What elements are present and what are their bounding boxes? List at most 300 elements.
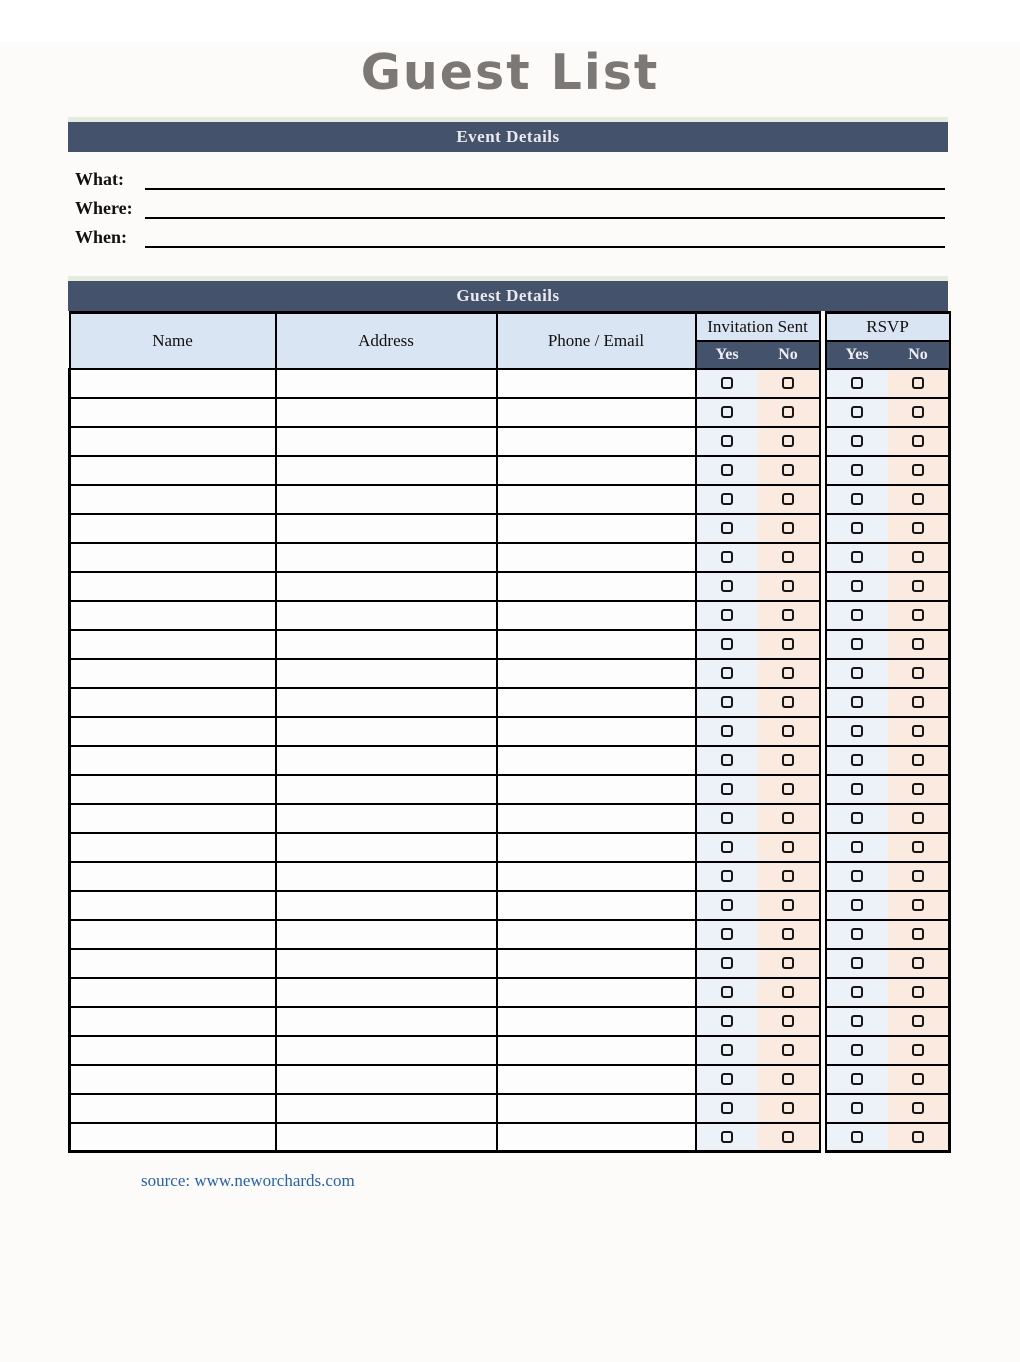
guest-cell-address[interactable]: [276, 1123, 497, 1152]
invitation-no-checkbox-icon[interactable]: [782, 841, 794, 853]
invitation-yes-cell[interactable]: [696, 891, 758, 920]
guest-cell-name[interactable]: [70, 949, 276, 978]
guest-cell-name[interactable]: [70, 485, 276, 514]
rsvp-no-cell[interactable]: [888, 543, 950, 572]
invitation-no-checkbox-icon[interactable]: [782, 696, 794, 708]
invitation-yes-cell[interactable]: [696, 833, 758, 862]
invitation-yes-checkbox-icon[interactable]: [721, 841, 733, 853]
invitation-no-checkbox-icon[interactable]: [782, 1015, 794, 1027]
guest-cell-name[interactable]: [70, 1036, 276, 1065]
invitation-no-cell[interactable]: [758, 427, 820, 456]
invitation-yes-cell[interactable]: [696, 688, 758, 717]
invitation-yes-checkbox-icon[interactable]: [721, 406, 733, 418]
rsvp-yes-checkbox-icon[interactable]: [851, 435, 863, 447]
rsvp-yes-checkbox-icon[interactable]: [851, 609, 863, 621]
rsvp-no-checkbox-icon[interactable]: [912, 638, 924, 650]
guest-cell-phone-email[interactable]: [497, 572, 696, 601]
invitation-no-checkbox-icon[interactable]: [782, 551, 794, 563]
rsvp-no-cell[interactable]: [888, 949, 950, 978]
invitation-no-cell[interactable]: [758, 456, 820, 485]
invitation-no-cell[interactable]: [758, 746, 820, 775]
guest-cell-phone-email[interactable]: [497, 920, 696, 949]
rsvp-no-cell[interactable]: [888, 862, 950, 891]
rsvp-yes-cell[interactable]: [826, 543, 888, 572]
invitation-yes-checkbox-icon[interactable]: [721, 638, 733, 650]
guest-cell-address[interactable]: [276, 1094, 497, 1123]
rsvp-no-checkbox-icon[interactable]: [912, 1015, 924, 1027]
guest-cell-address[interactable]: [276, 456, 497, 485]
invitation-no-checkbox-icon[interactable]: [782, 899, 794, 911]
rsvp-yes-cell[interactable]: [826, 746, 888, 775]
invitation-yes-checkbox-icon[interactable]: [721, 464, 733, 476]
rsvp-no-cell[interactable]: [888, 1094, 950, 1123]
rsvp-no-checkbox-icon[interactable]: [912, 754, 924, 766]
invitation-yes-cell[interactable]: [696, 804, 758, 833]
rsvp-no-checkbox-icon[interactable]: [912, 725, 924, 737]
rsvp-no-cell[interactable]: [888, 833, 950, 862]
guest-cell-name[interactable]: [70, 688, 276, 717]
invitation-no-cell[interactable]: [758, 688, 820, 717]
guest-cell-phone-email[interactable]: [497, 1007, 696, 1036]
rsvp-no-checkbox-icon[interactable]: [912, 812, 924, 824]
rsvp-yes-cell[interactable]: [826, 659, 888, 688]
guest-cell-name[interactable]: [70, 456, 276, 485]
invitation-yes-checkbox-icon[interactable]: [721, 609, 733, 621]
invitation-no-cell[interactable]: [758, 1123, 820, 1152]
guest-cell-address[interactable]: [276, 1007, 497, 1036]
rsvp-no-checkbox-icon[interactable]: [912, 957, 924, 969]
guest-cell-name[interactable]: [70, 746, 276, 775]
invitation-yes-cell[interactable]: [696, 949, 758, 978]
invitation-yes-cell[interactable]: [696, 543, 758, 572]
rsvp-yes-cell[interactable]: [826, 485, 888, 514]
invitation-yes-checkbox-icon[interactable]: [721, 551, 733, 563]
invitation-no-checkbox-icon[interactable]: [782, 725, 794, 737]
rsvp-yes-cell[interactable]: [826, 920, 888, 949]
rsvp-yes-checkbox-icon[interactable]: [851, 812, 863, 824]
rsvp-no-checkbox-icon[interactable]: [912, 493, 924, 505]
rsvp-no-checkbox-icon[interactable]: [912, 377, 924, 389]
invitation-no-cell[interactable]: [758, 543, 820, 572]
guest-cell-phone-email[interactable]: [497, 978, 696, 1007]
invitation-no-checkbox-icon[interactable]: [782, 522, 794, 534]
rsvp-yes-checkbox-icon[interactable]: [851, 754, 863, 766]
rsvp-yes-checkbox-icon[interactable]: [851, 377, 863, 389]
invitation-yes-cell[interactable]: [696, 572, 758, 601]
rsvp-no-cell[interactable]: [888, 659, 950, 688]
what-input-line[interactable]: [145, 188, 945, 190]
invitation-yes-checkbox-icon[interactable]: [721, 493, 733, 505]
guest-cell-phone-email[interactable]: [497, 775, 696, 804]
guest-cell-name[interactable]: [70, 398, 276, 427]
invitation-no-cell[interactable]: [758, 514, 820, 543]
guest-cell-phone-email[interactable]: [497, 485, 696, 514]
invitation-no-cell[interactable]: [758, 862, 820, 891]
rsvp-yes-checkbox-icon[interactable]: [851, 783, 863, 795]
invitation-yes-cell[interactable]: [696, 1094, 758, 1123]
guest-cell-name[interactable]: [70, 630, 276, 659]
rsvp-yes-cell[interactable]: [826, 1036, 888, 1065]
invitation-no-cell[interactable]: [758, 891, 820, 920]
rsvp-yes-cell[interactable]: [826, 804, 888, 833]
rsvp-yes-cell[interactable]: [826, 891, 888, 920]
guest-cell-phone-email[interactable]: [497, 804, 696, 833]
rsvp-no-cell[interactable]: [888, 891, 950, 920]
invitation-yes-cell[interactable]: [696, 862, 758, 891]
guest-cell-phone-email[interactable]: [497, 543, 696, 572]
guest-cell-phone-email[interactable]: [497, 862, 696, 891]
guest-cell-address[interactable]: [276, 543, 497, 572]
rsvp-yes-checkbox-icon[interactable]: [851, 551, 863, 563]
rsvp-yes-checkbox-icon[interactable]: [851, 986, 863, 998]
invitation-yes-checkbox-icon[interactable]: [721, 783, 733, 795]
invitation-yes-cell[interactable]: [696, 920, 758, 949]
invitation-no-checkbox-icon[interactable]: [782, 406, 794, 418]
invitation-no-checkbox-icon[interactable]: [782, 638, 794, 650]
rsvp-yes-cell[interactable]: [826, 398, 888, 427]
rsvp-yes-checkbox-icon[interactable]: [851, 580, 863, 592]
invitation-yes-cell[interactable]: [696, 775, 758, 804]
guest-cell-address[interactable]: [276, 369, 497, 398]
rsvp-no-checkbox-icon[interactable]: [912, 899, 924, 911]
rsvp-no-cell[interactable]: [888, 427, 950, 456]
invitation-yes-checkbox-icon[interactable]: [721, 725, 733, 737]
guest-cell-name[interactable]: [70, 427, 276, 456]
invitation-yes-cell[interactable]: [696, 601, 758, 630]
guest-cell-phone-email[interactable]: [497, 891, 696, 920]
invitation-no-cell[interactable]: [758, 1007, 820, 1036]
guest-cell-phone-email[interactable]: [497, 369, 696, 398]
guest-cell-address[interactable]: [276, 485, 497, 514]
invitation-yes-checkbox-icon[interactable]: [721, 1044, 733, 1056]
guest-cell-address[interactable]: [276, 717, 497, 746]
invitation-no-checkbox-icon[interactable]: [782, 667, 794, 679]
invitation-yes-checkbox-icon[interactable]: [721, 696, 733, 708]
guest-cell-name[interactable]: [70, 1094, 276, 1123]
rsvp-no-checkbox-icon[interactable]: [912, 841, 924, 853]
guest-cell-address[interactable]: [276, 688, 497, 717]
invitation-no-cell[interactable]: [758, 1094, 820, 1123]
invitation-no-cell[interactable]: [758, 978, 820, 1007]
invitation-yes-checkbox-icon[interactable]: [721, 899, 733, 911]
rsvp-no-checkbox-icon[interactable]: [912, 580, 924, 592]
guest-cell-address[interactable]: [276, 514, 497, 543]
invitation-no-checkbox-icon[interactable]: [782, 1073, 794, 1085]
rsvp-no-cell[interactable]: [888, 1007, 950, 1036]
rsvp-yes-checkbox-icon[interactable]: [851, 725, 863, 737]
guest-cell-phone-email[interactable]: [497, 601, 696, 630]
rsvp-yes-checkbox-icon[interactable]: [851, 1073, 863, 1085]
rsvp-yes-cell[interactable]: [826, 1094, 888, 1123]
rsvp-yes-cell[interactable]: [826, 949, 888, 978]
rsvp-no-cell[interactable]: [888, 1036, 950, 1065]
guest-cell-phone-email[interactable]: [497, 688, 696, 717]
rsvp-yes-checkbox-icon[interactable]: [851, 1131, 863, 1143]
rsvp-yes-checkbox-icon[interactable]: [851, 957, 863, 969]
invitation-no-checkbox-icon[interactable]: [782, 783, 794, 795]
rsvp-yes-cell[interactable]: [826, 572, 888, 601]
invitation-yes-cell[interactable]: [696, 456, 758, 485]
rsvp-yes-checkbox-icon[interactable]: [851, 638, 863, 650]
invitation-no-checkbox-icon[interactable]: [782, 377, 794, 389]
rsvp-yes-cell[interactable]: [826, 369, 888, 398]
invitation-yes-cell[interactable]: [696, 485, 758, 514]
rsvp-no-cell[interactable]: [888, 920, 950, 949]
invitation-no-checkbox-icon[interactable]: [782, 1044, 794, 1056]
invitation-yes-cell[interactable]: [696, 1065, 758, 1094]
guest-cell-phone-email[interactable]: [497, 427, 696, 456]
invitation-yes-checkbox-icon[interactable]: [721, 812, 733, 824]
invitation-no-cell[interactable]: [758, 920, 820, 949]
invitation-no-checkbox-icon[interactable]: [782, 754, 794, 766]
rsvp-yes-cell[interactable]: [826, 630, 888, 659]
source-link[interactable]: source: www.neworchards.com: [141, 1171, 355, 1190]
invitation-yes-cell[interactable]: [696, 1007, 758, 1036]
rsvp-yes-cell[interactable]: [826, 978, 888, 1007]
invitation-yes-checkbox-icon[interactable]: [721, 580, 733, 592]
rsvp-no-checkbox-icon[interactable]: [912, 783, 924, 795]
rsvp-yes-cell[interactable]: [826, 775, 888, 804]
guest-cell-address[interactable]: [276, 659, 497, 688]
invitation-no-checkbox-icon[interactable]: [782, 580, 794, 592]
guest-cell-address[interactable]: [276, 949, 497, 978]
rsvp-no-checkbox-icon[interactable]: [912, 1102, 924, 1114]
invitation-yes-cell[interactable]: [696, 659, 758, 688]
when-input-line[interactable]: [145, 246, 945, 248]
guest-cell-address[interactable]: [276, 891, 497, 920]
rsvp-yes-cell[interactable]: [826, 1123, 888, 1152]
invitation-yes-cell[interactable]: [696, 1123, 758, 1152]
guest-cell-name[interactable]: [70, 1007, 276, 1036]
invitation-yes-checkbox-icon[interactable]: [721, 1102, 733, 1114]
rsvp-no-checkbox-icon[interactable]: [912, 464, 924, 476]
rsvp-no-cell[interactable]: [888, 572, 950, 601]
guest-cell-name[interactable]: [70, 369, 276, 398]
invitation-no-checkbox-icon[interactable]: [782, 1131, 794, 1143]
rsvp-no-cell[interactable]: [888, 369, 950, 398]
rsvp-yes-checkbox-icon[interactable]: [851, 1015, 863, 1027]
guest-cell-name[interactable]: [70, 833, 276, 862]
invitation-yes-cell[interactable]: [696, 369, 758, 398]
guest-cell-name[interactable]: [70, 514, 276, 543]
rsvp-yes-checkbox-icon[interactable]: [851, 667, 863, 679]
invitation-yes-checkbox-icon[interactable]: [721, 1131, 733, 1143]
rsvp-yes-checkbox-icon[interactable]: [851, 870, 863, 882]
guest-cell-name[interactable]: [70, 1123, 276, 1152]
rsvp-no-checkbox-icon[interactable]: [912, 551, 924, 563]
guest-cell-phone-email[interactable]: [497, 833, 696, 862]
rsvp-no-checkbox-icon[interactable]: [912, 522, 924, 534]
guest-cell-address[interactable]: [276, 398, 497, 427]
guest-cell-address[interactable]: [276, 833, 497, 862]
rsvp-no-cell[interactable]: [888, 717, 950, 746]
rsvp-no-cell[interactable]: [888, 1123, 950, 1152]
invitation-yes-cell[interactable]: [696, 427, 758, 456]
invitation-no-cell[interactable]: [758, 398, 820, 427]
guest-cell-phone-email[interactable]: [497, 659, 696, 688]
rsvp-yes-checkbox-icon[interactable]: [851, 522, 863, 534]
rsvp-no-cell[interactable]: [888, 485, 950, 514]
rsvp-yes-checkbox-icon[interactable]: [851, 696, 863, 708]
invitation-yes-cell[interactable]: [696, 746, 758, 775]
guest-cell-name[interactable]: [70, 659, 276, 688]
rsvp-yes-checkbox-icon[interactable]: [851, 493, 863, 505]
invitation-yes-cell[interactable]: [696, 1036, 758, 1065]
guest-cell-name[interactable]: [70, 601, 276, 630]
invitation-yes-checkbox-icon[interactable]: [721, 522, 733, 534]
invitation-yes-checkbox-icon[interactable]: [721, 928, 733, 940]
rsvp-yes-cell[interactable]: [826, 1065, 888, 1094]
guest-cell-name[interactable]: [70, 572, 276, 601]
rsvp-no-cell[interactable]: [888, 456, 950, 485]
invitation-yes-checkbox-icon[interactable]: [721, 377, 733, 389]
invitation-yes-cell[interactable]: [696, 398, 758, 427]
invitation-no-cell[interactable]: [758, 1036, 820, 1065]
guest-cell-name[interactable]: [70, 775, 276, 804]
invitation-no-cell[interactable]: [758, 572, 820, 601]
invitation-no-checkbox-icon[interactable]: [782, 928, 794, 940]
invitation-no-cell[interactable]: [758, 949, 820, 978]
guest-cell-name[interactable]: [70, 804, 276, 833]
invitation-no-cell[interactable]: [758, 804, 820, 833]
rsvp-no-checkbox-icon[interactable]: [912, 1044, 924, 1056]
rsvp-yes-checkbox-icon[interactable]: [851, 406, 863, 418]
rsvp-no-cell[interactable]: [888, 514, 950, 543]
rsvp-no-cell[interactable]: [888, 601, 950, 630]
guest-cell-phone-email[interactable]: [497, 456, 696, 485]
rsvp-no-checkbox-icon[interactable]: [912, 435, 924, 447]
guest-cell-name[interactable]: [70, 978, 276, 1007]
guest-cell-name[interactable]: [70, 717, 276, 746]
guest-cell-name[interactable]: [70, 1065, 276, 1094]
invitation-no-cell[interactable]: [758, 630, 820, 659]
rsvp-yes-cell[interactable]: [826, 688, 888, 717]
invitation-yes-cell[interactable]: [696, 717, 758, 746]
invitation-no-cell[interactable]: [758, 601, 820, 630]
guest-cell-address[interactable]: [276, 630, 497, 659]
invitation-no-checkbox-icon[interactable]: [782, 464, 794, 476]
guest-cell-phone-email[interactable]: [497, 949, 696, 978]
invitation-no-checkbox-icon[interactable]: [782, 870, 794, 882]
invitation-no-cell[interactable]: [758, 775, 820, 804]
rsvp-yes-cell[interactable]: [826, 601, 888, 630]
guest-cell-phone-email[interactable]: [497, 398, 696, 427]
rsvp-no-checkbox-icon[interactable]: [912, 1131, 924, 1143]
rsvp-yes-cell[interactable]: [826, 862, 888, 891]
rsvp-yes-cell[interactable]: [826, 717, 888, 746]
guest-cell-address[interactable]: [276, 601, 497, 630]
invitation-no-cell[interactable]: [758, 369, 820, 398]
invitation-no-checkbox-icon[interactable]: [782, 957, 794, 969]
guest-cell-address[interactable]: [276, 1036, 497, 1065]
guest-cell-name[interactable]: [70, 891, 276, 920]
rsvp-no-checkbox-icon[interactable]: [912, 696, 924, 708]
rsvp-no-cell[interactable]: [888, 804, 950, 833]
rsvp-yes-cell[interactable]: [826, 833, 888, 862]
rsvp-yes-cell[interactable]: [826, 456, 888, 485]
invitation-no-checkbox-icon[interactable]: [782, 609, 794, 621]
rsvp-no-cell[interactable]: [888, 688, 950, 717]
invitation-yes-checkbox-icon[interactable]: [721, 1015, 733, 1027]
guest-cell-address[interactable]: [276, 775, 497, 804]
guest-cell-address[interactable]: [276, 1065, 497, 1094]
guest-cell-phone-email[interactable]: [497, 630, 696, 659]
guest-cell-phone-email[interactable]: [497, 1065, 696, 1094]
invitation-yes-checkbox-icon[interactable]: [721, 435, 733, 447]
invitation-no-checkbox-icon[interactable]: [782, 812, 794, 824]
rsvp-no-cell[interactable]: [888, 1065, 950, 1094]
rsvp-yes-checkbox-icon[interactable]: [851, 841, 863, 853]
invitation-yes-checkbox-icon[interactable]: [721, 667, 733, 679]
invitation-yes-checkbox-icon[interactable]: [721, 957, 733, 969]
invitation-yes-checkbox-icon[interactable]: [721, 870, 733, 882]
guest-cell-address[interactable]: [276, 572, 497, 601]
invitation-no-cell[interactable]: [758, 833, 820, 862]
invitation-yes-cell[interactable]: [696, 514, 758, 543]
invitation-no-cell[interactable]: [758, 659, 820, 688]
guest-cell-address[interactable]: [276, 978, 497, 1007]
guest-cell-phone-email[interactable]: [497, 717, 696, 746]
rsvp-no-checkbox-icon[interactable]: [912, 1073, 924, 1085]
invitation-yes-checkbox-icon[interactable]: [721, 754, 733, 766]
rsvp-yes-checkbox-icon[interactable]: [851, 1044, 863, 1056]
guest-cell-address[interactable]: [276, 746, 497, 775]
rsvp-no-cell[interactable]: [888, 746, 950, 775]
rsvp-yes-cell[interactable]: [826, 514, 888, 543]
guest-cell-phone-email[interactable]: [497, 1036, 696, 1065]
guest-cell-address[interactable]: [276, 804, 497, 833]
invitation-no-checkbox-icon[interactable]: [782, 493, 794, 505]
guest-cell-phone-email[interactable]: [497, 1094, 696, 1123]
invitation-yes-checkbox-icon[interactable]: [721, 1073, 733, 1085]
rsvp-no-cell[interactable]: [888, 978, 950, 1007]
guest-cell-name[interactable]: [70, 543, 276, 572]
rsvp-yes-checkbox-icon[interactable]: [851, 928, 863, 940]
rsvp-no-cell[interactable]: [888, 630, 950, 659]
invitation-no-checkbox-icon[interactable]: [782, 1102, 794, 1114]
invitation-no-cell[interactable]: [758, 1065, 820, 1094]
rsvp-yes-cell[interactable]: [826, 427, 888, 456]
guest-cell-phone-email[interactable]: [497, 514, 696, 543]
rsvp-yes-checkbox-icon[interactable]: [851, 899, 863, 911]
rsvp-no-checkbox-icon[interactable]: [912, 406, 924, 418]
rsvp-no-cell[interactable]: [888, 398, 950, 427]
guest-cell-phone-email[interactable]: [497, 1123, 696, 1152]
guest-cell-name[interactable]: [70, 920, 276, 949]
rsvp-yes-cell[interactable]: [826, 1007, 888, 1036]
invitation-no-checkbox-icon[interactable]: [782, 435, 794, 447]
invitation-no-cell[interactable]: [758, 485, 820, 514]
rsvp-no-checkbox-icon[interactable]: [912, 928, 924, 940]
rsvp-no-checkbox-icon[interactable]: [912, 609, 924, 621]
rsvp-no-checkbox-icon[interactable]: [912, 667, 924, 679]
rsvp-no-cell[interactable]: [888, 775, 950, 804]
guest-cell-address[interactable]: [276, 427, 497, 456]
invitation-no-checkbox-icon[interactable]: [782, 986, 794, 998]
invitation-yes-checkbox-icon[interactable]: [721, 986, 733, 998]
invitation-no-cell[interactable]: [758, 717, 820, 746]
guest-cell-name[interactable]: [70, 862, 276, 891]
guest-cell-phone-email[interactable]: [497, 746, 696, 775]
rsvp-no-checkbox-icon[interactable]: [912, 986, 924, 998]
rsvp-no-checkbox-icon[interactable]: [912, 870, 924, 882]
invitation-yes-cell[interactable]: [696, 630, 758, 659]
guest-cell-address[interactable]: [276, 862, 497, 891]
guest-cell-address[interactable]: [276, 920, 497, 949]
invitation-yes-cell[interactable]: [696, 978, 758, 1007]
where-input-line[interactable]: [145, 217, 945, 219]
rsvp-yes-checkbox-icon[interactable]: [851, 464, 863, 476]
